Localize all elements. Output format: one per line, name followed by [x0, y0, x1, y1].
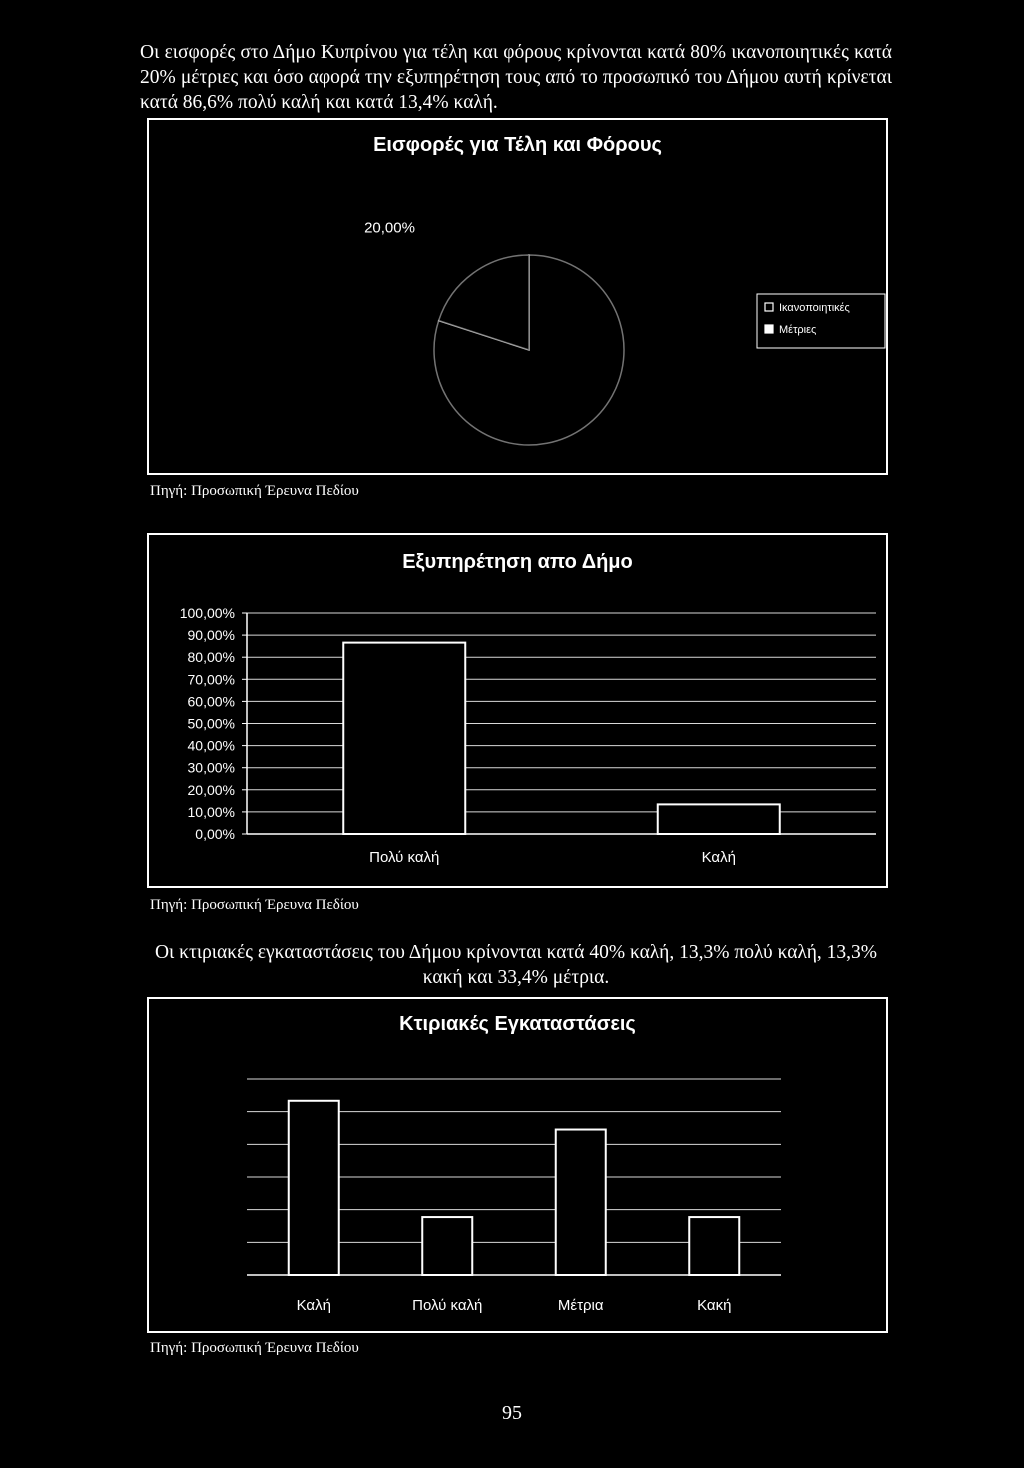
y-tick-label: 100,00% [179, 605, 235, 621]
intro-paragraph: Οι εισφορές στο Δήμο Κυπρίνου για τέλη και φόρους κρίνονται κατά 80% ικανοποιητικές κατά 20% μέτριες και όσο αφορά την εξυπηρέτηση τους από το προσωπικό του Δήμου αυτή κρίνεται κατά 86,6% πολύ καλή και κατά 13,4% καλή. [140, 42, 892, 113]
chart-buildings [147, 997, 888, 1333]
x-tick-label: Μέτρια [557, 1297, 604, 1314]
y-tick-label: 60,00% [187, 693, 235, 710]
source-note-2: Πηγή: Προσωπική Έρευνα Πεδίου [150, 897, 359, 913]
bar-3 [689, 1217, 739, 1275]
legend-swatch-1 [765, 325, 773, 333]
y-tick-label: 40,00% [187, 737, 235, 754]
page-number: 95 [502, 1402, 522, 1424]
bar-1 [422, 1217, 472, 1275]
chart-service [147, 533, 888, 888]
x-tick-label: Καλή [296, 1297, 331, 1314]
y-tick-label: 10,00% [187, 803, 235, 820]
x-tick-label: Πολύ καλή [412, 1297, 483, 1314]
bar-2 [556, 1130, 606, 1275]
pie-plot [149, 120, 886, 473]
chart-service-title: Εξυπηρέτηση απο Δήμο [402, 551, 633, 573]
bar-0 [343, 643, 465, 834]
building-paragraph: Οι κτιριακές εγκαταστάσεις του Δήμου κρίνονται κατά 40% καλή, 13,3% πολύ καλή, 13,3% κακή και 33,4% μέτρια. [154, 942, 878, 988]
bar-1 [658, 804, 780, 834]
source-note-3: Πηγή: Προσωπική Έρευνα Πεδίου [150, 1340, 359, 1356]
y-tick-label: 30,00% [187, 759, 235, 776]
y-tick-label: 20,00% [187, 781, 235, 798]
y-tick-label: 70,00% [187, 671, 235, 688]
y-tick-label: 80,00% [187, 649, 235, 666]
y-tick-label: 90,00% [187, 627, 235, 644]
x-tick-label: Κακή [697, 1297, 732, 1314]
chart-buildings-title: Κτιριακές Εγκαταστάσεις [399, 1013, 636, 1035]
y-tick-label: 0,00% [195, 826, 235, 842]
buildings-plot [149, 999, 886, 1331]
x-tick-label: Πολύ καλή [369, 849, 440, 866]
source-note-1: Πηγή: Προσωπική Έρευνα Πεδίου [150, 483, 359, 499]
pie-data-label-1: 20,00% [364, 219, 415, 237]
legend-swatch-0 [765, 303, 773, 311]
chart-contributions-title: Εισφορές για Τέλη και Φόρους [373, 134, 662, 156]
bar-0 [289, 1101, 339, 1275]
service-plot [149, 535, 886, 886]
x-tick-label: Καλή [701, 849, 736, 866]
y-tick-label: 50,00% [187, 715, 235, 732]
legend-label-1: Μέτριες [779, 324, 817, 336]
chart-contributions [147, 118, 888, 475]
legend-label-0: Ικανοποιητικές [779, 302, 850, 314]
